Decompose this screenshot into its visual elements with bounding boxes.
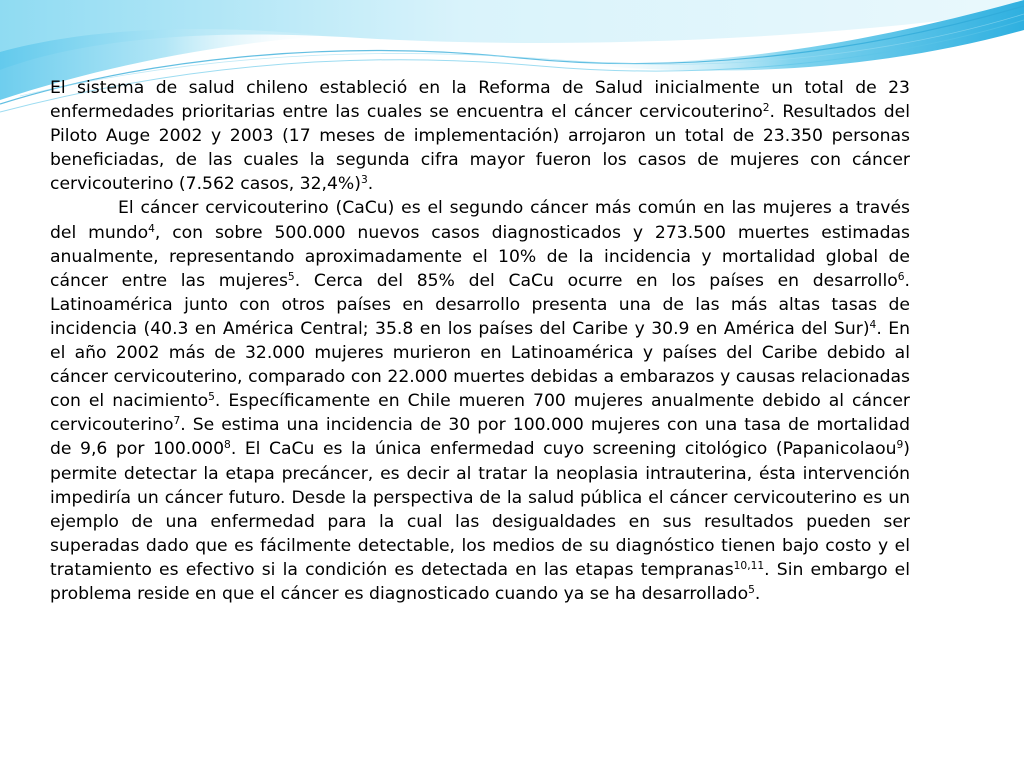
citation-superscript: 4	[869, 318, 877, 332]
paragraph-text: ) permite detectar la etapa precáncer, es decir al tratar la neoplasia intrauterina, ésta intervención impediría un cáncer futuro. Desde la perspectiva de la salud pública el cáncer cervicouterino es un ejemplo de una enfermedad para la cual las desigualdades en sus resultados pueden ser superadas dado que es fácilmente detectable, los medios de su diagnóstico tienen bajo costo y el tratamiento es efectivo si la condición es detectada en las etapas tempranas	[50, 439, 910, 580]
citation-superscript: 3	[360, 173, 368, 187]
paragraph-text: . Sin embargo el problema reside en que el cáncer es diagnosticado cuando ya se ha desarrollado	[50, 559, 911, 604]
citation-superscript: 4	[148, 221, 155, 235]
paragraph-text: . Latinoamérica junto con otros países en desarrollo presenta una de las más altas tasas de incidencia (40.3 en América Central; 35.8 en los países del Caribe y 30.9 en América del Sur)	[50, 270, 910, 339]
paragraph-text: .	[367, 174, 374, 195]
paragraph-text: , con sobre 500.000 nuevos casos diagnosticados y 273.500 muertes estimadas anualmente, representando aproximadamente el 10% de la incidencia y mortalidad global de cáncer entre las mujeres	[50, 222, 910, 291]
citation-superscript: 5	[208, 390, 215, 404]
citation-superscript: 5	[748, 583, 755, 597]
paragraph-text: El sistema de salud chileno estableció en la Reforma de Salud inicialmente un total de 23 enfermedades prioritarias entre las cuales se encuentra el cáncer cervicouterino	[50, 78, 910, 123]
citation-superscript: 5	[287, 269, 295, 283]
slide-body-text	[50, 76, 910, 606]
citation-superscript: 8	[224, 438, 231, 452]
paragraph-text: . Cerca del 85% del CaCu ocurre en los países en desarrollo	[294, 270, 898, 291]
paragraph-text: .	[754, 583, 761, 604]
paragraph-text: El cáncer cervicouterino (CaCu) es el segundo cáncer más común en las mujeres a través del mundo	[50, 198, 910, 243]
paragraph-text: . El CaCu es la única enfermedad cuyo screening citológico (Papanicolaou	[230, 439, 897, 460]
citation-superscript: 2	[762, 101, 770, 115]
citation-superscript: 9	[896, 438, 904, 452]
paragraph-text: . Específicamente en Chile mueren 700 mujeres anualmente debido al cáncer cervicouterino	[50, 391, 910, 436]
citation-superscript: 7	[173, 414, 181, 428]
paragraph-text: . Se estima una incidencia de 30 por 100.000 mujeres con una tasa de mortalidad de 9,6 por 100.000	[50, 415, 910, 460]
body-paragraph	[50, 76, 910, 196]
body-paragraph	[50, 196, 910, 606]
citation-superscript: 6	[897, 269, 905, 283]
paragraph-text: . Resultados del Piloto Auge 2002 y 2003 (17 meses de implementación) arrojaron un total de 23.350 personas beneficiadas, de las cuales la segunda cifra mayor fueron los casos de mujeres con cáncer cervicouterino (7.562 casos, 32,4%)	[50, 102, 910, 195]
citation-superscript: 10,11	[733, 559, 765, 573]
paragraph-text: . En el año 2002 más de 32.000 mujeres murieron en Latinoamérica y países del Caribe debido al cáncer cervicouterino, comparado con 22.000 muertes debidas a embarazos y causas relacionadas con el nacimiento	[50, 318, 910, 412]
